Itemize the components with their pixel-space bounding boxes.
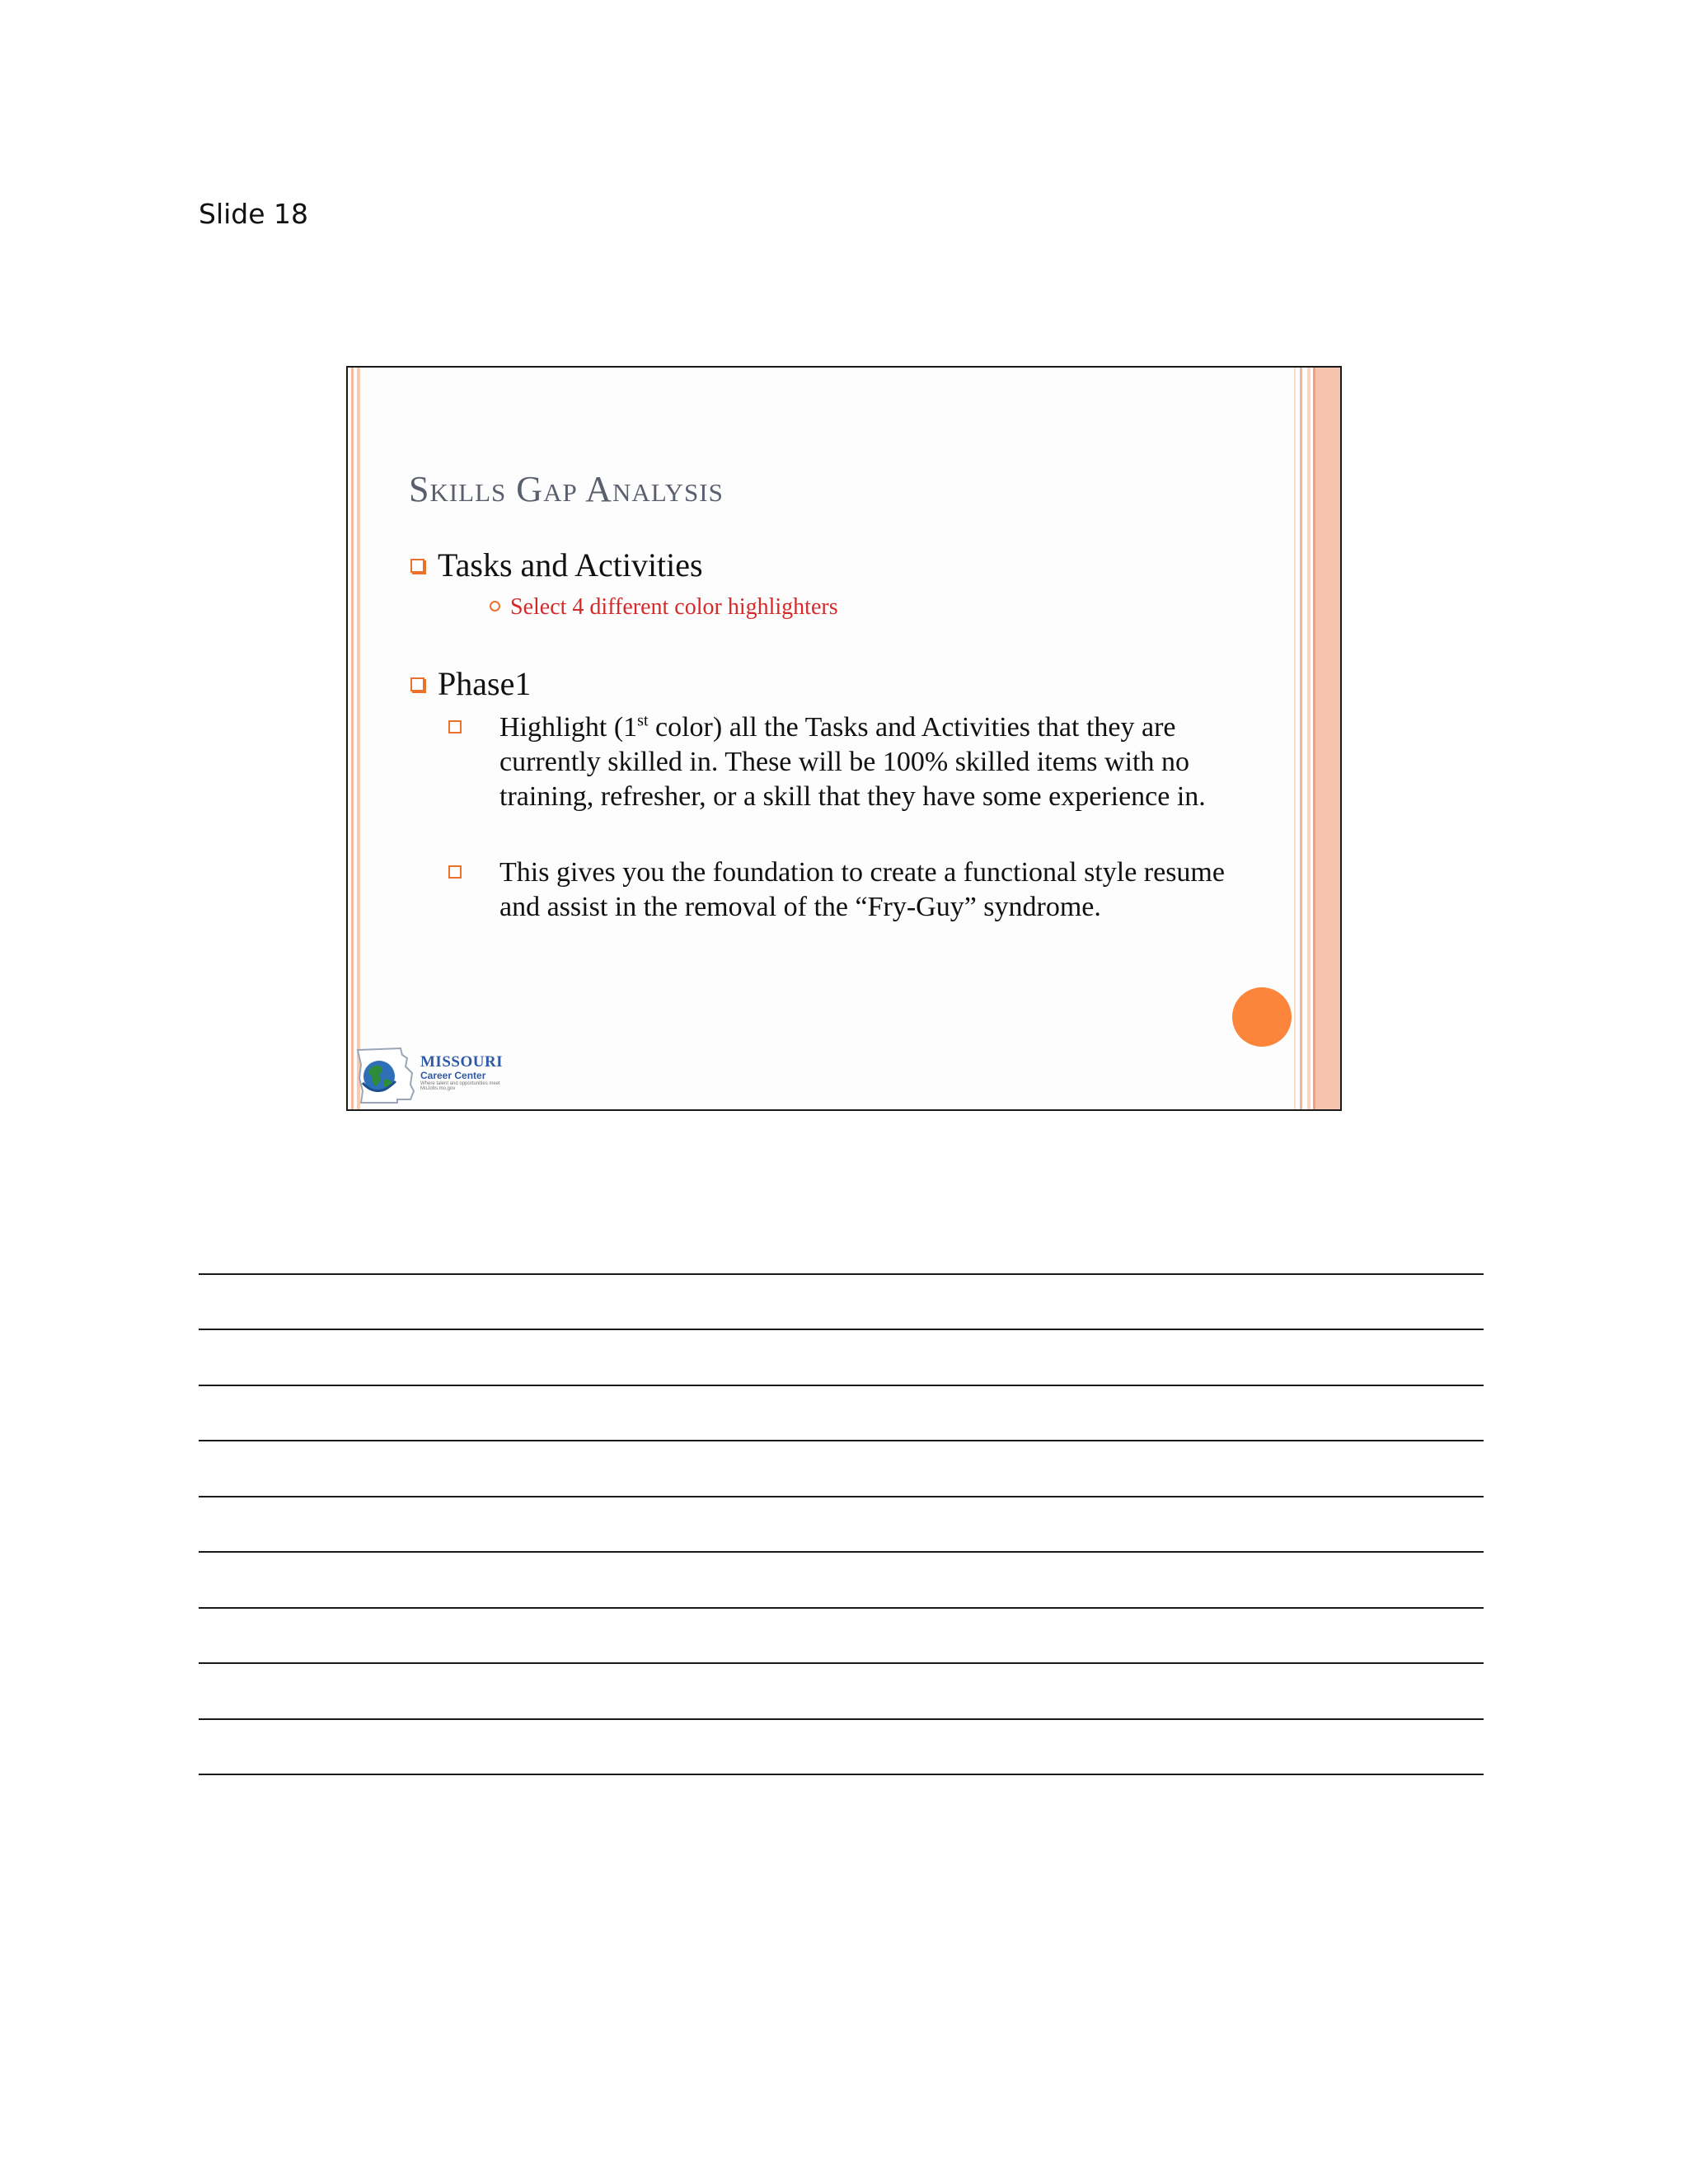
notes-line[interactable]	[199, 1662, 1484, 1664]
missouri-career-center-logo	[353, 1042, 514, 1108]
notes-line[interactable]	[199, 1718, 1484, 1720]
left-accent-stripe	[357, 368, 360, 1109]
phase1-item-foundation	[448, 855, 1231, 925]
notes-line[interactable]	[199, 1551, 1484, 1553]
item-text: This gives you the foundation to create a functional style resume and assist in the removal of the “Fry-Guy” syndrome.	[499, 857, 1225, 922]
right-accent-stripe	[1300, 368, 1302, 1109]
notes-line[interactable]	[199, 1774, 1484, 1775]
notes-line[interactable]	[199, 1329, 1484, 1330]
right-accent-band	[1315, 368, 1340, 1109]
missouri-state-globe-icon	[353, 1042, 419, 1108]
square-bullet-icon	[410, 677, 424, 691]
notes-line[interactable]	[199, 1440, 1484, 1441]
notes-line[interactable]	[199, 1273, 1484, 1275]
notes-line[interactable]	[199, 1496, 1484, 1497]
bullet-phase1	[410, 664, 531, 703]
right-accent-stripe	[1307, 368, 1311, 1109]
left-accent-stripe	[351, 368, 354, 1109]
bullet-text: Phase1	[438, 665, 532, 702]
bullet-tasks-activities	[410, 546, 703, 584]
square-bullet-icon	[448, 865, 462, 879]
right-accent-stripe	[1313, 368, 1315, 1109]
right-accent-stripe	[1294, 368, 1296, 1109]
logo-text: MISSOURI Career Center Where talent and opportunities meet MoJobs.mo.gov	[420, 1053, 504, 1091]
ring-bullet-icon	[490, 601, 500, 612]
sub-bullet-text: Select 4 different color highlighters	[510, 594, 838, 620]
item-text: Highlight (1st color) all the Tasks and Activities that they are currently skilled in. These will be 100% skilled items with no training, refresher, or a skill that they have some experience in.	[499, 711, 1206, 812]
square-bullet-icon	[448, 720, 462, 733]
phase1-item-highlight	[448, 710, 1231, 814]
bullet-text: Tasks and Activities	[438, 546, 703, 583]
square-bullet-icon	[410, 559, 424, 573]
notes-line[interactable]	[199, 1385, 1484, 1386]
slide-title: Skills Gap Analysis	[409, 469, 724, 509]
sub-bullet-highlighters	[490, 594, 838, 621]
notes-line[interactable]	[199, 1607, 1484, 1609]
slide-number-label: Slide 18	[199, 198, 309, 230]
orange-circle-decoration	[1232, 987, 1292, 1047]
slide-thumbnail	[346, 366, 1342, 1111]
